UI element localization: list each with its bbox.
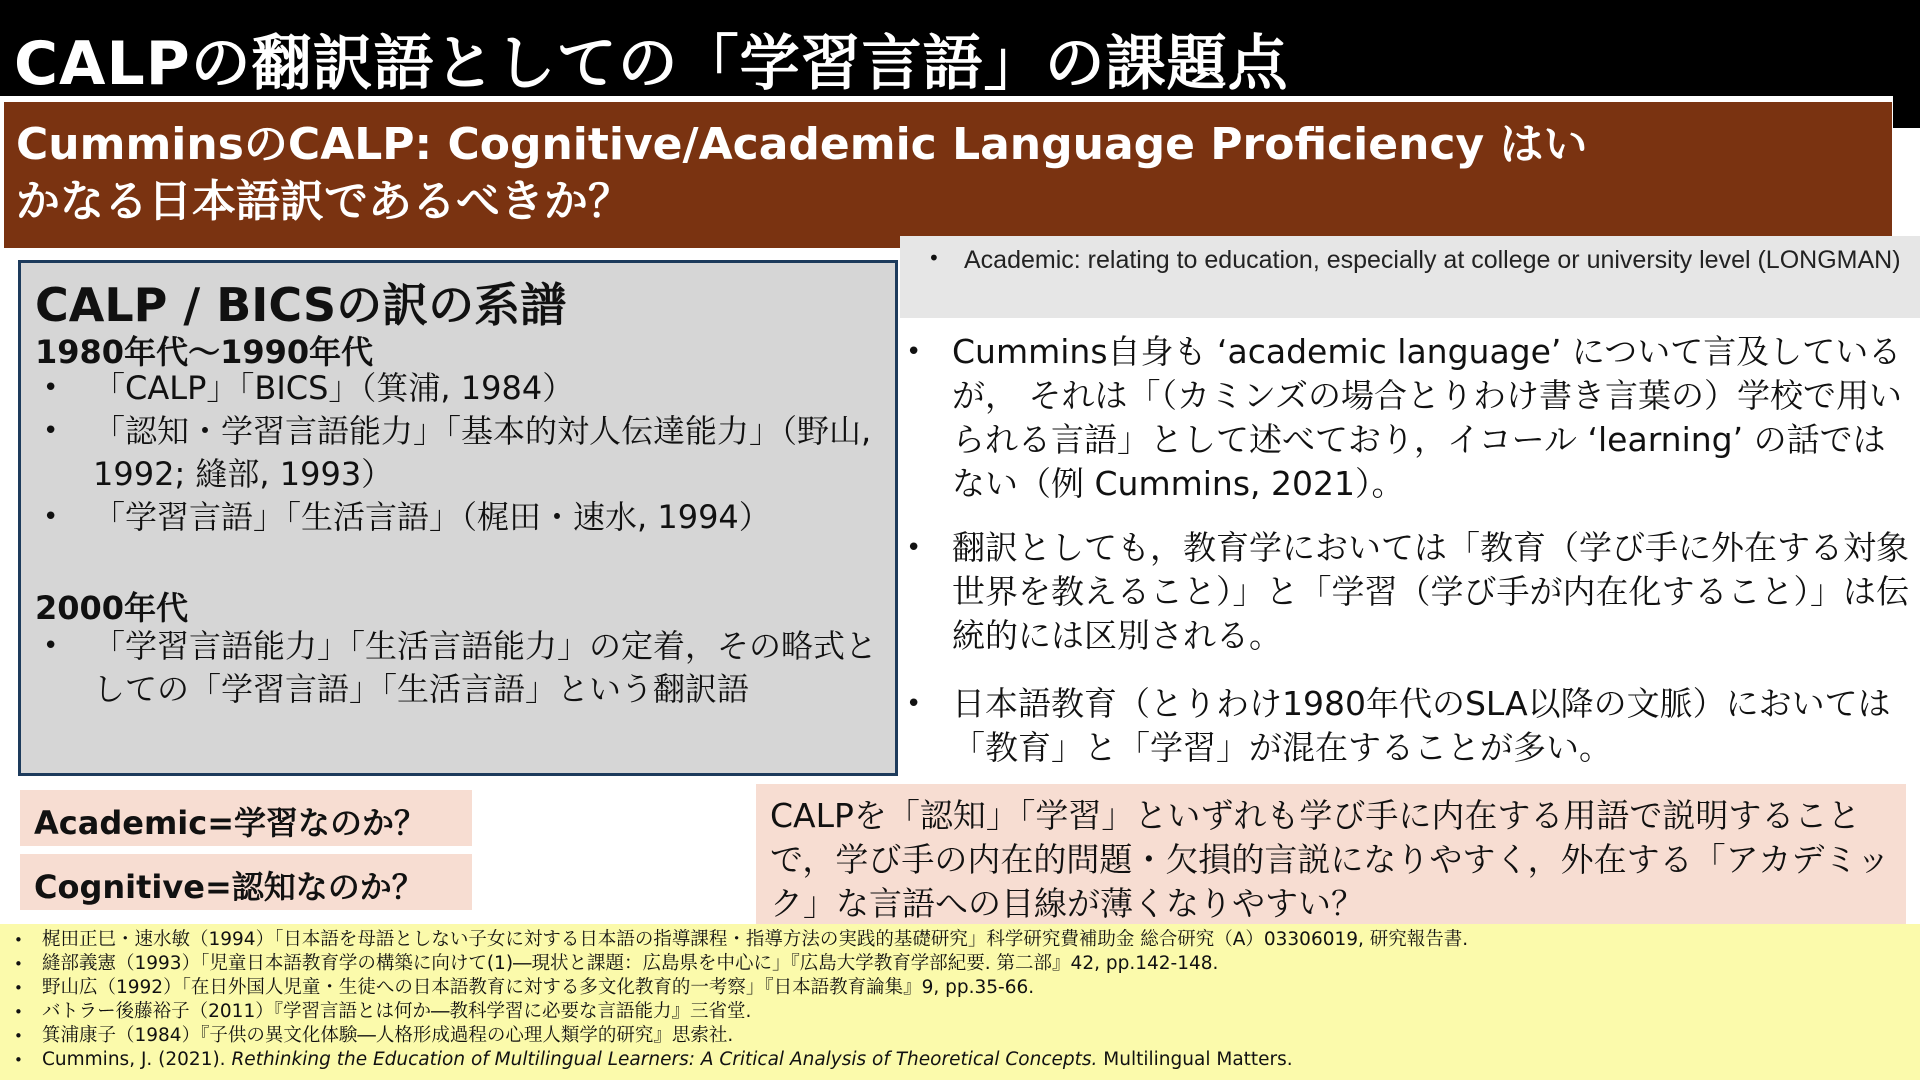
period-1980s-1990s-list: [29, 367, 889, 539]
period-1980s-1990s-heading: 1980年代〜1990年代: [35, 333, 374, 371]
period-2000s-list: [29, 625, 889, 711]
title-bar: [0, 0, 1920, 99]
question-text: CumminsのCALP: Cognitive/Academic Language Proficiency はいかなる日本語訳であるべきか？: [16, 119, 1588, 227]
reference-item: • 縫部義憲（1993）「児童日本語教育学の構築に向けて(1)―現状と課題：広島県を中心に」『広島大学教育学部紀要. 第二部』42, pp.142-148.: [12, 952, 1912, 976]
reference-publisher: Multilingual Matters.: [1097, 1049, 1293, 1070]
list-item: • 「CALP」「BICS」（箕浦, 1984）: [29, 367, 889, 410]
list-item: • 「学習言語」「生活言語」（梶田・速水, 1994）: [29, 496, 889, 539]
point-item: • Cummins自身も ‘academic language’ について言及しているが， それは「（カミンズの場合とりわけ書き言葉の）学校で用いられる言語」として述べており，イコール ‘learning’ の話ではない（例 Cummins, 2021）。: [900, 330, 1910, 506]
title-bar-edge: [1893, 96, 1920, 128]
point-item: • 日本語教育（とりわけ1980年代のSLA以降の文脈）においては「教育」と「学習」が混在することが多い。: [900, 682, 1910, 770]
definition-text: Academic: relating to education, especially at college or university level (LONGMAN): [964, 246, 1901, 274]
reference-item: • 箕浦康子（1984）『子供の異文化体験―人格形成過程の心理人類学的研究』思索社.: [12, 1024, 1912, 1048]
references-panel: [0, 924, 1920, 1080]
cognitive-question-tag: [20, 854, 472, 910]
question-banner: [4, 102, 1892, 248]
reference-item: • 野山広（1992）「在日外国人児童・生徒への日本語教育に対する多文化教育的一考察」『日本語教育論集』9, pp.35-66.: [12, 976, 1912, 1000]
lineage-panel: [18, 260, 898, 776]
reference-item-cummins: [12, 1048, 1912, 1072]
list-item: • 「学習言語能力」「生活言語能力」の定着，その略式としての「学習言語」「生活言語」という翻訳語: [29, 625, 889, 711]
list-item: • 「認知・学習言語能力」「基本的対人伝達能力」（野山, 1992; 縫部, 1993）: [29, 410, 889, 496]
point-item: • 翻訳としても，教育学においては「教育（学び手に外在する対象世界を教えること）」と「学習（学び手が内在化すること）」は伝統的には区別される。: [900, 526, 1910, 658]
conclusion-note: [756, 784, 1906, 928]
academic-question-text: Academic=学習なのか？: [34, 804, 427, 842]
bullet-icon: •: [928, 246, 940, 270]
lineage-heading: CALP / BICSの訳の系譜: [35, 278, 567, 332]
reference-list: [12, 928, 1912, 1072]
reference-author: Cummins, J. (2021).: [42, 1049, 232, 1070]
academic-question-tag: [20, 790, 472, 846]
definition-box: [900, 236, 1920, 318]
reference-item: • 梶田正巳・速水敏（1994）「日本語を母語としない子女に対する日本語の指導課程・指導方法の実践的基礎研究」科学研究費補助金 総合研究（A）03306019, 研究報告書.: [12, 928, 1912, 952]
conclusion-text: CALPを「認知」「学習」といずれも学び手に内在する用語で説明することで，学び手の内在的問題・欠損的言説になりやすく，外在する「アカデミック」な言語への目線が薄くなりやすい？: [770, 796, 1890, 923]
cognitive-question-text: Cognitive=認知なのか？: [34, 868, 424, 906]
slide-title: CALPの翻訳語としての「学習言語」の課題点: [14, 29, 1289, 99]
period-2000s-heading: 2000年代: [35, 589, 189, 627]
reference-item: • バトラー後藤裕子（2011）『学習言語とは何か―教科学習に必要な言語能力』三省堂.: [12, 1000, 1912, 1024]
reference-book-title: Rethinking the Education of Multilingual Learners: A Critical Analysis of Theoretical Concepts.: [231, 1049, 1098, 1070]
